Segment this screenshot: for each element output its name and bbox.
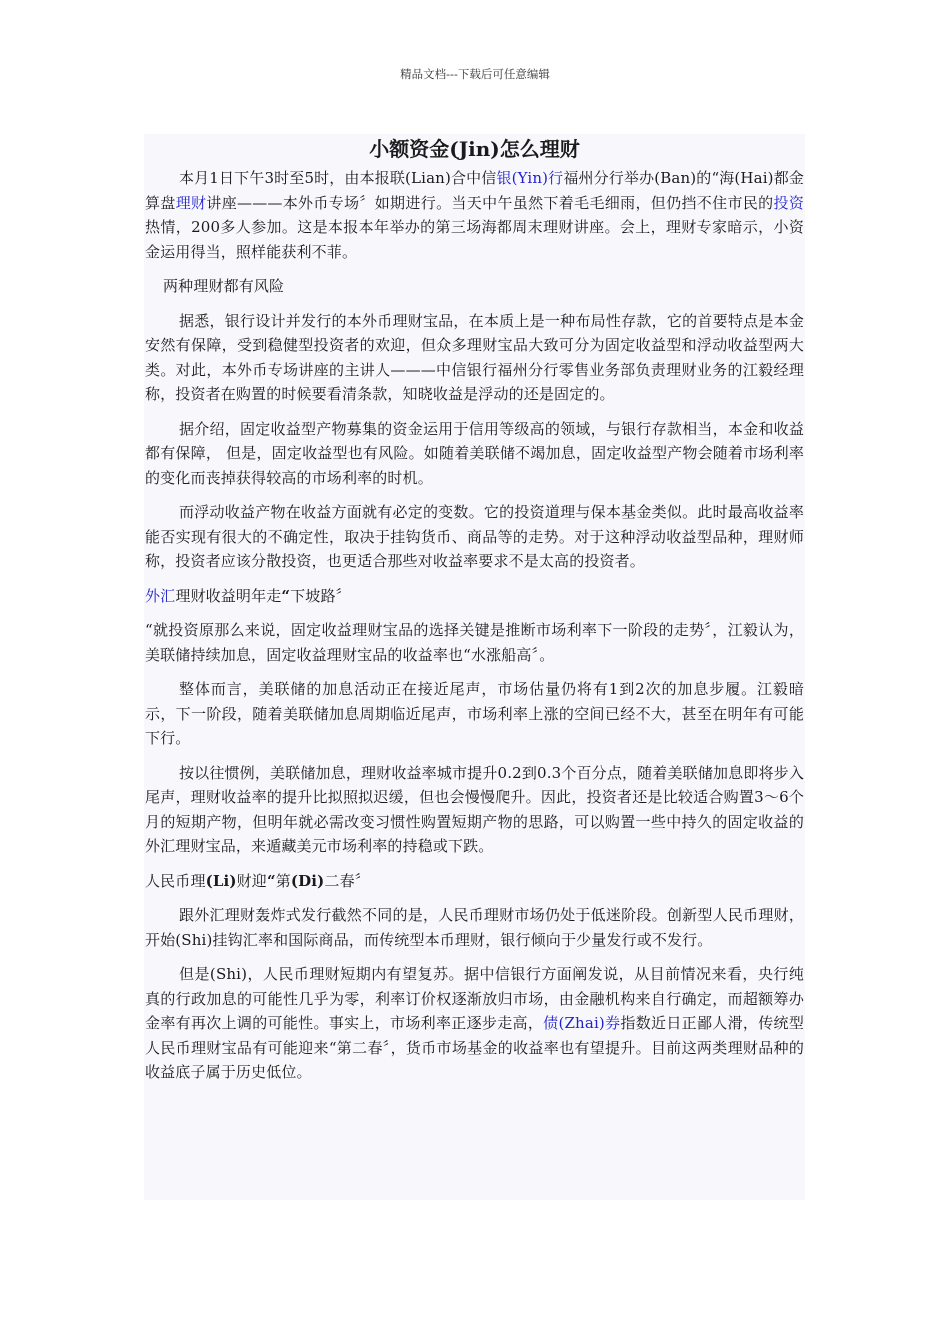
text-bold: (Li) — [205, 871, 237, 890]
paragraph: 而浮动收益产物在收益方面就有必定的变数。它的投资道理与保本基金类似。此时最高收益率能否实现有很大的不确定性，取决于挂钩货币、商品等的走势。对于这种浮动收益型品种，理财师称，投资者应该分散投资，也更适合那些对收益率要求不是太高的投资者。 — [145, 503, 804, 570]
paragraph-intro — [145, 166, 804, 264]
section-heading-risk: 两种理财都有风险 — [163, 277, 285, 295]
title-bold: (Jin) — [449, 137, 500, 161]
title-part: 小额资金 — [369, 137, 450, 161]
text-bold: “ — [266, 871, 276, 890]
text: 第 — [275, 871, 291, 890]
paragraph: 据介绍，固定收益型产物募集的资金运用于信用等级高的领域，与银行存款相当，本金和收益都有保障， 但是，固定收益型也有风险。如随着美联储不竭加息，固定收益型产物会随着市场利率的变化而丧掉获得较高的市场利率的时机。 — [145, 419, 804, 487]
text: 理财收益明年走 — [175, 586, 282, 605]
text: 人民币理 — [145, 871, 206, 890]
paragraph: 整体而言，美联储的加息活动正在接近尾声，市场估量仍将有1到2次的加息步履。江毅暗示，下一阶段，随着美联储加息周期临近尾声，市场利率上涨的空间已经不大，甚至在明年有可能下行。 — [145, 680, 804, 747]
text: 讲座———本外币专场〞如期进行。当天中午虽然下着毛毛细雨，但仍挡不住市民的 — [206, 193, 774, 212]
link-bank[interactable]: 银(Yin)行 — [496, 169, 564, 187]
section-heading-rmb — [145, 869, 804, 894]
link-waihui[interactable]: 外汇 — [145, 586, 176, 605]
text: 指数近日正鄙人滑，传统型人民币理财宝品有可能迎来“第二春〞，货币市场基金的收益率也有望提升。目前这两类理财品种的收益底子属于历史低位。 — [145, 1014, 804, 1081]
page-header: 精品文档---下载后可任意编辑 — [400, 67, 550, 81]
text: 财迎 — [236, 871, 267, 890]
article — [144, 134, 805, 1200]
text: 二春〞 — [324, 871, 370, 890]
paragraph: 按以往惯例，美联储加息，理财收益率城市提升0.2到0.3个百分点，随着美联储加息即将步入尾声，理财收益率的提升比拟照拟迟缓，但也会慢慢爬升。因此，投资者还是比较适合购置3～6个月的短期产物，但明年就必需改变习惯性购置短期产物的思路，可以购置一些中持久的固定收益的外汇理财宝品，来遁藏美元市场利率的持稳或下跌。 — [145, 763, 804, 855]
text: 但是(Shi)，人民币理财短期内有望复苏。据中信银行方面阐发说，从目前情况来看，央行纯真的行政加息的可能性几乎为零，利率订价权逐渐放归市场，由金融机构来自行确定，而超额筹办金率有再次上调的可能性。事实上，市场利率正逐步走高， — [145, 965, 804, 1032]
paragraph — [145, 962, 804, 1085]
text: 下坡路〞 — [290, 586, 351, 605]
section-heading-forex — [145, 584, 804, 609]
text-bold: “ — [281, 586, 291, 605]
link-licai[interactable]: 理财 — [175, 193, 207, 212]
text: 热情，200多人参加。这是本报本年举办的第三场海都周末理财讲座。会上，理财专家暗示，小资金运用得当，照样能获利不菲。 — [145, 218, 804, 261]
article-title — [145, 134, 804, 166]
title-part: 怎么理财 — [499, 137, 580, 161]
text: 本月1日下午3时至5时，由本报联(Lian)合中信 — [179, 169, 497, 187]
paragraph: 跟外汇理财轰炸式发行截然不同的是，人民币理财市场仍处于低迷阶段。创新型人民币理财，开始(Shi)挂钩汇率和国际商品，而传统型本币理财，银行倾向于少量发行或不发行。 — [145, 906, 804, 949]
paragraph: 据悉，银行设计并发行的本外币理财宝品，在本质上是一种布局性存款，它的首要特点是本金安然有保障，受到稳健型投资者的欢迎，但众多理财宝品大致可分为固定收益型和浮动收益型两大类。对此，本外币专场讲座的主讲人———中信银行福州分行零售业务部负责理财业务的江毅经理称，投资者在购置的时候要看清条款，知晓收益是浮动的还是固定的。 — [145, 311, 804, 403]
paragraph: “就投资原那么来说，固定收益理财宝品的选择关键是推断市场利率下一阶段的走势〞，江毅认为，美联储持续加息，固定收益理财宝品的收益率也“水涨船高〞。 — [145, 621, 804, 664]
text: 福州分行举办(Ban)的“海(Hai)都金算盘 — [145, 169, 804, 212]
text-bold: (Di) — [290, 871, 325, 890]
link-touzi[interactable]: 投资 — [773, 193, 804, 212]
link-zhaiquan[interactable]: 债(Zhai)券 — [543, 1014, 621, 1032]
